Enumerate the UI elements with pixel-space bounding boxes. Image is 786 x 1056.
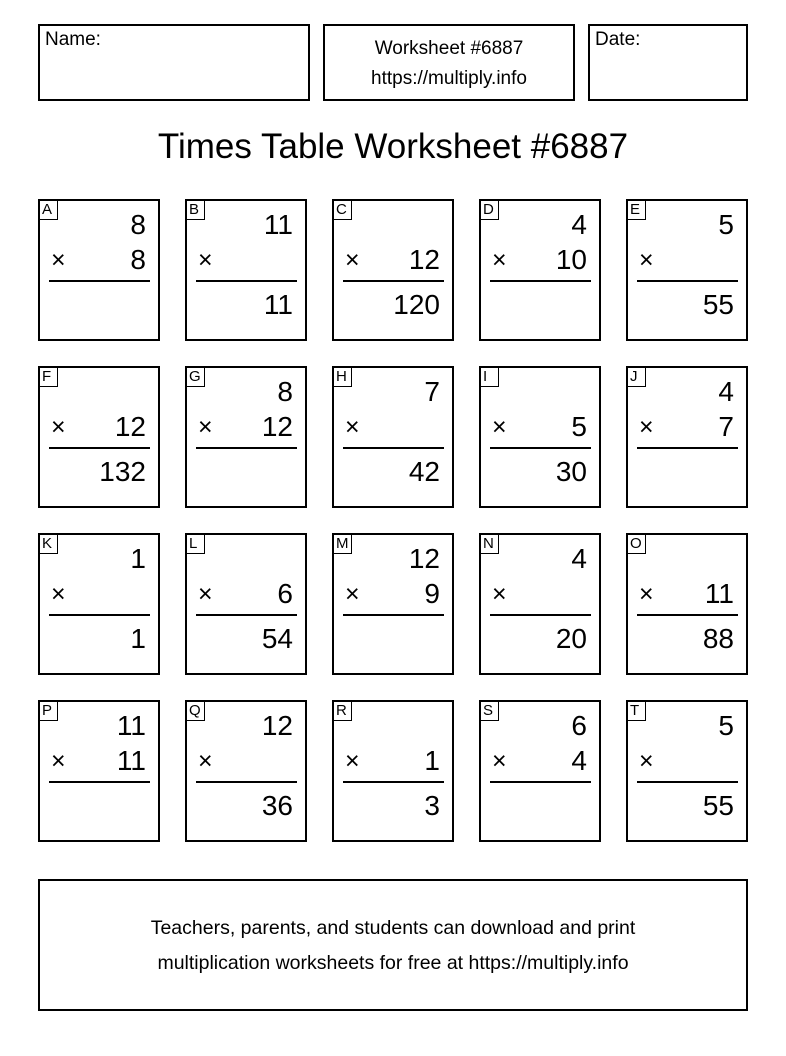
times-sign: ×	[51, 246, 66, 274]
problem-answer: 11	[263, 289, 293, 320]
times-sign: ×	[198, 246, 213, 274]
times-sign: ×	[492, 747, 507, 775]
problem-cell[interactable]	[479, 533, 601, 675]
problem-top-factor: 11	[263, 209, 293, 240]
problem-letter: B	[185, 199, 205, 220]
problem-top-factor: 8	[130, 209, 146, 240]
times-sign: ×	[639, 413, 654, 441]
times-sign: ×	[345, 246, 360, 274]
problem-cell[interactable]	[38, 366, 160, 508]
problem-cell[interactable]	[185, 533, 307, 675]
problem-cell[interactable]	[185, 366, 307, 508]
answer-rule	[637, 614, 738, 616]
times-sign: ×	[639, 580, 654, 608]
problem-bottom-factor: 8	[130, 244, 146, 275]
problem-answer: 88	[702, 623, 734, 654]
problem-letter: O	[626, 533, 646, 554]
answer-rule	[343, 280, 444, 282]
date-label: Date:	[595, 29, 641, 50]
times-sign: ×	[492, 246, 507, 274]
problem-cell[interactable]	[479, 199, 601, 341]
problem-cell[interactable]	[626, 199, 748, 341]
times-sign: ×	[51, 747, 66, 775]
answer-rule	[49, 781, 150, 783]
answer-rule	[49, 280, 150, 282]
problem-bottom-factor: 11	[704, 578, 734, 609]
times-sign: ×	[198, 413, 213, 441]
problem-letter: P	[38, 700, 58, 721]
answer-rule	[49, 614, 150, 616]
problem-answer: 36	[261, 790, 293, 821]
problem-top-factor: 6	[571, 710, 587, 741]
problem-bottom-factor: 10	[555, 244, 587, 275]
problem-cell[interactable]	[626, 700, 748, 842]
problem-cell[interactable]	[185, 199, 307, 341]
answer-rule	[490, 614, 591, 616]
problem-bottom-factor: 7	[718, 411, 734, 442]
problem-bottom-factor: 12	[114, 411, 146, 442]
problem-letter: D	[479, 199, 499, 220]
problem-bottom-factor: 11	[116, 745, 146, 776]
problem-cell[interactable]	[626, 366, 748, 508]
answer-rule	[49, 447, 150, 449]
problem-top-factor: 5	[718, 710, 734, 741]
problem-top-factor: 4	[571, 209, 587, 240]
problem-letter: K	[38, 533, 58, 554]
problem-letter: H	[332, 366, 352, 387]
answer-rule	[343, 781, 444, 783]
times-sign: ×	[345, 413, 360, 441]
times-sign: ×	[639, 747, 654, 775]
problem-letter: E	[626, 199, 646, 220]
problem-cell[interactable]	[38, 199, 160, 341]
answer-rule	[196, 280, 297, 282]
problem-answer: 3	[424, 790, 440, 821]
answer-rule	[196, 781, 297, 783]
problem-top-factor: 12	[261, 710, 293, 741]
problem-letter: S	[479, 700, 499, 721]
problem-letter: R	[332, 700, 352, 721]
problem-answer: 42	[408, 456, 440, 487]
name-label: Name:	[45, 29, 101, 50]
problem-answer: 132	[99, 456, 146, 487]
problem-top-factor: 7	[424, 376, 440, 407]
problem-cell[interactable]	[626, 533, 748, 675]
footer-box	[38, 879, 748, 1011]
worksheet-number: Worksheet #6887	[374, 38, 524, 59]
problem-answer: 54	[261, 623, 293, 654]
footer-line-1: Teachers, parents, and students can download and print	[150, 917, 636, 939]
problem-top-factor: 11	[116, 710, 146, 741]
problem-cell[interactable]	[332, 700, 454, 842]
problem-cell[interactable]	[332, 533, 454, 675]
answer-rule	[196, 447, 297, 449]
times-sign: ×	[51, 580, 66, 608]
problem-cell[interactable]	[38, 700, 160, 842]
problem-letter: T	[626, 700, 646, 721]
problem-bottom-factor: 9	[424, 578, 440, 609]
answer-rule	[637, 447, 738, 449]
problem-answer: 55	[702, 790, 734, 821]
problem-cell[interactable]	[479, 366, 601, 508]
problem-top-factor: 4	[571, 543, 587, 574]
problem-letter: N	[479, 533, 499, 554]
answer-rule	[637, 280, 738, 282]
answer-rule	[637, 781, 738, 783]
problem-cell[interactable]	[38, 533, 160, 675]
answer-rule	[490, 280, 591, 282]
problem-top-factor: 5	[718, 209, 734, 240]
problem-answer: 30	[555, 456, 587, 487]
answer-rule	[196, 614, 297, 616]
worksheet-info-box	[323, 24, 575, 101]
problem-bottom-factor: 4	[571, 745, 587, 776]
times-sign: ×	[198, 747, 213, 775]
problem-letter: J	[626, 366, 646, 387]
problem-answer: 1	[130, 623, 146, 654]
problem-bottom-factor: 6	[277, 578, 293, 609]
name-field[interactable]	[38, 24, 310, 101]
problem-bottom-factor: 1	[424, 745, 440, 776]
times-sign: ×	[345, 580, 360, 608]
problem-bottom-factor: 5	[571, 411, 587, 442]
problem-answer: 55	[702, 289, 734, 320]
problem-letter: I	[479, 366, 499, 387]
answer-rule	[490, 781, 591, 783]
problem-bottom-factor: 12	[261, 411, 293, 442]
problem-cell[interactable]	[332, 199, 454, 341]
problem-letter: A	[38, 199, 58, 220]
problem-cell[interactable]	[332, 366, 454, 508]
date-field[interactable]	[588, 24, 748, 101]
problem-top-factor: 4	[718, 376, 734, 407]
answer-rule	[343, 614, 444, 616]
problem-letter: C	[332, 199, 352, 220]
answer-rule	[343, 447, 444, 449]
problem-cell[interactable]	[185, 700, 307, 842]
problem-letter: L	[185, 533, 205, 554]
times-sign: ×	[492, 580, 507, 608]
problem-letter: G	[185, 366, 205, 387]
problem-letter: F	[38, 366, 58, 387]
problem-cell[interactable]	[479, 700, 601, 842]
worksheet-url: https://multiply.info	[371, 68, 527, 89]
problem-answer: 20	[555, 623, 587, 654]
times-sign: ×	[492, 413, 507, 441]
times-sign: ×	[198, 580, 213, 608]
times-sign: ×	[51, 413, 66, 441]
answer-rule	[490, 447, 591, 449]
problem-top-factor: 8	[277, 376, 293, 407]
problem-answer: 120	[393, 289, 440, 320]
page-title: Times Table Worksheet #6887	[157, 127, 629, 166]
problem-letter: Q	[185, 700, 205, 721]
problem-top-factor: 1	[130, 543, 146, 574]
problem-letter: M	[332, 533, 352, 554]
times-sign: ×	[639, 246, 654, 274]
footer-line-2: multiplication worksheets for free at https://multiply.info	[157, 952, 629, 974]
times-sign: ×	[345, 747, 360, 775]
problem-top-factor: 12	[408, 543, 440, 574]
problem-bottom-factor: 12	[408, 244, 440, 275]
